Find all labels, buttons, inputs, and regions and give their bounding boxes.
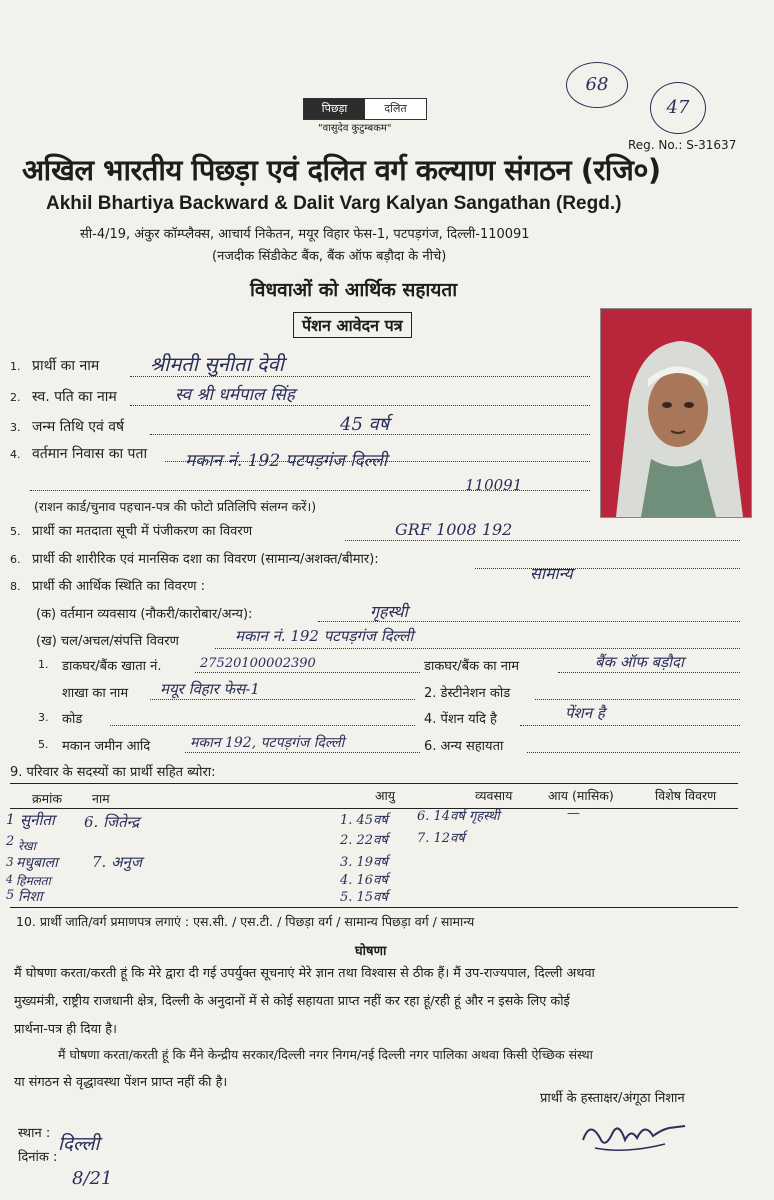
code-label: कोड [62,712,83,727]
destination-code-line [535,699,740,700]
applicant-photo [600,308,752,518]
pension-value[interactable]: पेंशन है [565,704,605,722]
row-name[interactable]: मधुबाला [16,855,58,871]
row-occupation[interactable]: 7. 12वर्ष [417,831,465,846]
land-property-label: मकान जमीन आदि [62,739,151,754]
signature-label: प्रार्थी के हस्ताक्षर/अंगूठा निशान [540,1091,685,1106]
col-name: नाम [92,791,110,806]
health-condition-value[interactable]: सामान्य [530,564,573,583]
place-label: स्थान : [18,1126,51,1141]
row-name[interactable]: सुनीता [20,811,55,829]
col-occupation: व्यवसाय [475,788,513,803]
row-name-2[interactable]: 6. जितेन्द्र [84,813,140,831]
row-sno: 5 [6,888,15,903]
declaration-para1-line3: प्रार्थना-पत्र ही दिया है। [14,1022,117,1037]
circled-note-1: 68 [566,62,628,108]
title-english: Akhil Bhartiya Backward & Dalit Varg Kalyan Sangathan (Regd.) [46,193,622,214]
voter-registration-value[interactable]: GRF 1008 192 [395,520,513,539]
code-line [110,725,415,726]
field-num-4: 4. [10,448,21,461]
declaration-para1-line1: मैं घोषणा करता/करती हूं कि मेरे द्वारा दी गई उपर्युक्त सूचनाएं मेरे ज्ञान तथा विश्वास से ठीक हैं। मैं उप-राज्यपाल, दिल्ली अथवा [14,966,595,981]
applicant-signature [575,1110,695,1160]
field-num-8: 8. [10,580,21,593]
row-income[interactable]: — [567,806,580,821]
field-num-5: 5. [10,525,21,538]
col-age: आयु [375,788,396,803]
applicant-name-label: प्रार्थी का नाम [32,358,100,374]
bank-name-value[interactable]: बैंक ऑफ बड़ौदा [595,653,684,671]
branch-name-value[interactable]: मयूर विहार फेस-1 [160,680,260,698]
circled-note-2: 47 [650,82,706,134]
economic-status-label: प्रार्थी की आर्थिक स्थिति का विवरण : [32,579,206,594]
other-help-label: 6. अन्य सहायता [424,739,504,754]
occupation-value[interactable]: गृहस्थी [370,602,408,621]
row-name[interactable]: रेखा [18,839,36,853]
field-num-1: 1. [10,360,21,373]
date-value[interactable]: 8/21 [72,1168,113,1189]
row-sno: 3 [6,855,14,869]
form-title: पेंशन आवेदन पत्र [293,312,412,338]
place-value[interactable]: दिल्ली [58,1133,100,1155]
row-sno: 4 [6,873,13,886]
row-occupation[interactable]: 6. 14वर्ष गृहस्थी [417,809,500,824]
applicant-name-value[interactable]: श्रीमती सुनीता देवी [150,352,284,376]
title-hindi: अखिल भारतीय पिछड़ा एवं दलित वर्ग कल्याण संगठन (रजि०) [22,153,661,187]
address-label: वर्तमान निवास का पता [32,446,148,462]
property-value[interactable]: मकान नं. 192 पटपड़गंज दिल्ली [235,627,414,645]
col-income: आय (मासिक) [548,788,614,803]
voter-registration-label: प्रार्थी का मतदाता सूची में पंजीकरण का विवरण [32,524,253,539]
dob-label: जन्म तिथि एवं वर्ष [32,419,125,435]
declaration-para2-line2: या संगठन से वृद्धावस्था पेंशन प्राप्त नहीं की है। [14,1075,228,1090]
subtitle: विधवाओं को आर्थिक सहायता [250,279,458,301]
branch-name-line [150,699,415,700]
declaration-heading: घोषणा [355,944,387,959]
row-name[interactable]: हिमलता [16,874,51,888]
row-age[interactable]: 4. 16वर्ष [340,873,388,888]
field-num-2: 2. [10,391,21,404]
property-label: (ख) चल/अचल/संपत्ति विवरण [36,634,179,649]
pincode-value[interactable]: 110091 [465,476,523,494]
other-help-line [527,752,740,753]
account-number-value[interactable]: 27520100002390 [200,656,316,671]
registration-number: Reg. No.: S-31637 [628,138,737,152]
row-age[interactable]: 5. 15वर्ष [340,890,388,905]
row-sno: 1 [6,812,15,828]
logo-right-text: दलित [365,99,426,119]
account-number-label: डाकघर/बैंक खाता नं. [62,659,162,674]
husband-name-line [130,405,590,406]
table-top-rule [10,783,738,784]
col-sno: क्रमांक [32,791,62,806]
land-property-line [185,752,420,753]
pension-label: 4. पेंशन यदि है [424,712,497,727]
row-name-2[interactable]: 7. अनुज [92,853,142,871]
occupation-label: (क) वर्तमान व्यवसाय (नौकरी/कारोबार/अन्य): [36,607,253,622]
declaration-para1-line2: मुख्यमंत्री, राष्ट्रीय राजधानी क्षेत्र, दिल्ली के अनुदानों में से कोई सहायता प्राप्त नहीं कर रहा हूं/रही हूं और न इसके लिए कोई [14,994,570,1009]
husband-name-value[interactable]: स्व श्री धर्मपाल सिंह [175,385,295,405]
date-label: दिनांक : [18,1150,58,1165]
logo-left-text: पिछड़ा [304,99,365,119]
family-heading: 9. परिवार के सदस्यों का प्रार्थी सहित ब्योरा: [10,765,216,780]
bank-num-5: 5. [38,738,49,751]
account-number-line [195,672,420,673]
row-age[interactable]: 2. 22वर्ष [340,833,388,848]
field-num-3: 3. [10,421,21,434]
table-header-rule [10,808,738,809]
ration-card-note: (राशन कार्ड/चुनाव पहचान-पत्र की फोटो प्रतिलिपि संलग्न करें।) [34,499,317,514]
applicant-portrait [601,309,751,517]
col-remarks: विशेष विवरण [655,788,717,803]
branch-name-label: शाखा का नाम [62,686,129,701]
destination-code-label: 2. डेस्टीनेशन कोड [424,686,511,701]
address: सी-4/19, अंकुर कॉम्प्लैक्स, आचार्य निकेतन, मयूर विहार फेस-1, पटपड़गंज, दिल्ली-110091 [80,227,530,242]
bank-num-3: 3. [38,711,49,724]
land-property-value[interactable]: मकान 192, पटपड़गंज दिल्ली [190,735,345,751]
voter-registration-line [345,540,740,541]
landmark: (नजदीक सिंडीकेट बैंक, बैंक ऑफ बड़ौदा के नीचे) [212,249,447,264]
row-age[interactable]: 3. 19वर्ष [340,855,388,870]
caste-category-line: 10. प्रार्थी जाति/वर्ग प्रमाणपत्र लगाएं : एस.सी. / एस.टी. / पिछड़ा वर्ग / सामान्य पिछड़ा वर्ग / सामान्य [16,914,475,929]
row-age[interactable]: 1. 45वर्ष [340,813,388,828]
health-condition-label: प्रार्थी की शारीरिक एवं मानसिक दशा का विवरण (सामान्य/अशक्त/बीमार): [32,552,379,567]
bank-name-label: डाकघर/बैंक का नाम [424,659,520,674]
property-line [215,648,740,649]
row-sno: 2 [6,834,15,849]
bank-num-1: 1. [38,658,49,671]
row-name[interactable]: निशा [18,889,43,905]
motto: "वासुदेव कुटुम्बकम" [318,123,392,134]
organization-logo [303,98,427,120]
age-value[interactable]: 45 वर्ष [340,414,390,435]
health-condition-line [475,568,740,569]
table-bottom-rule [10,907,738,908]
husband-name-label: स्व. पति का नाम [32,389,117,405]
bank-name-line [558,672,740,673]
declaration-para2-line1: मैं घोषणा करता/करती हूं कि मैंने केन्द्रीय सरकार/दिल्ली नगर निगम/नई दिल्ली नगर पालिका अथवा किसी ऐच्छिक संस्था [58,1047,593,1062]
pension-line [520,725,740,726]
address-value[interactable]: मकान नं. 192 पटपड़गंज दिल्ली [185,451,388,471]
field-num-6: 6. [10,553,21,566]
